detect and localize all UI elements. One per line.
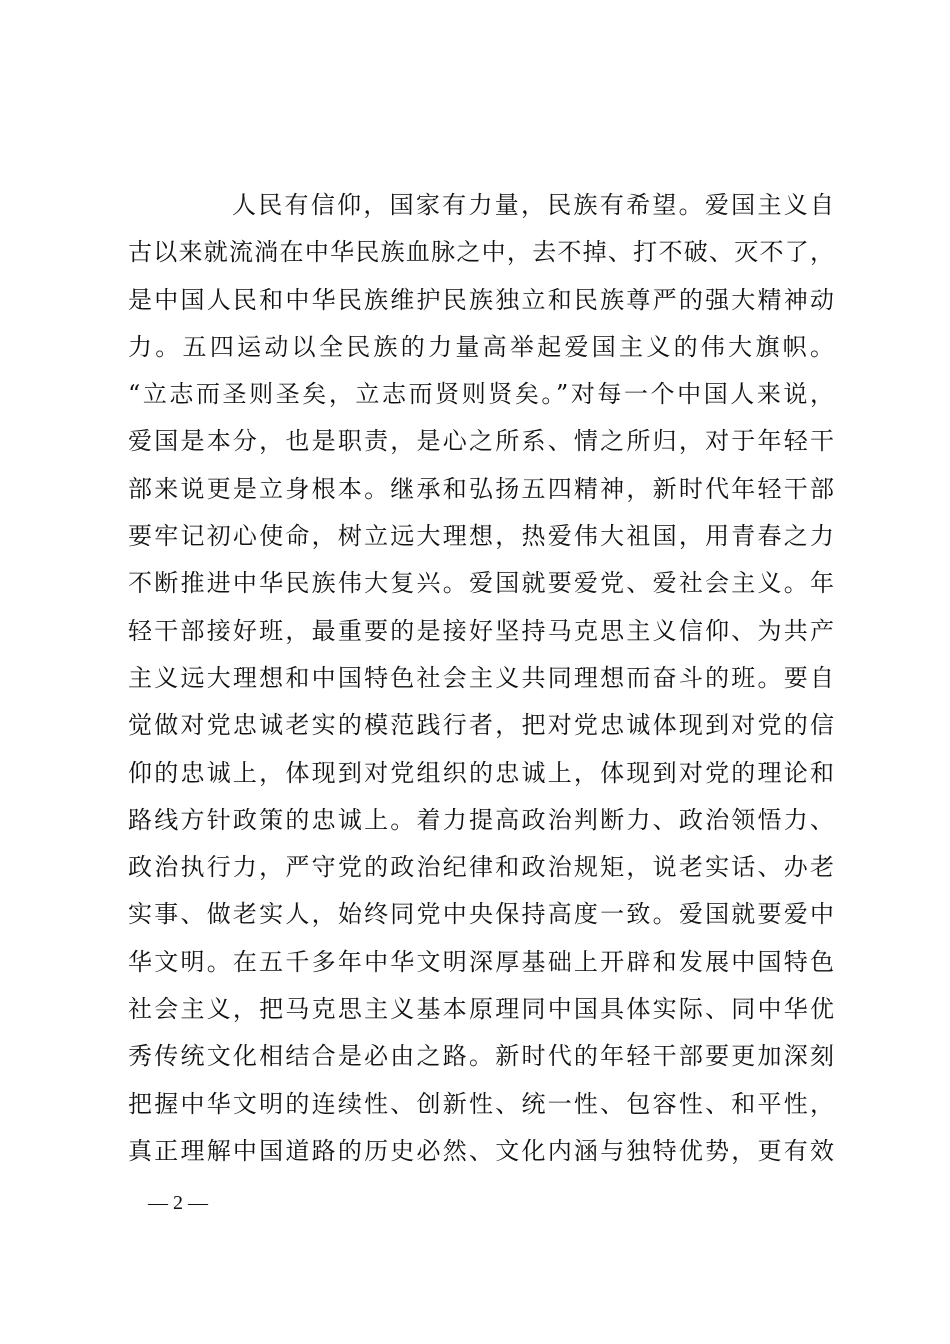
text-line: 真正理解中国道路的历史必然、文化内涵与独特优势，更有效 [128,1136,834,1165]
body-paragraph [128,182,834,1175]
text-line: 爱国是本分，也是职责，是心之所系、情之所归，对于年轻干 [128,427,834,456]
text-line: 政治执行力，严守党的政治纪律和政治规矩，说老实话、办老 [128,853,834,882]
text-line: 轻干部接好班，最重要的是接好坚持马克思主义信仰、为共产 [128,616,834,645]
text-line: 仰的忠诚上，体现到对党组织的忠诚上，体现到对党的理论和 [128,758,834,787]
text-line: 社会主义，把马克思主义基本原理同中国具体实际、同中华优 [128,995,834,1024]
text-line: 要牢记初心使命，树立远大理想，热爱伟大祖国，用青春之力 [128,522,834,551]
text-line: 秀传统文化相结合是必由之路。新时代的年轻干部要更加深刻 [128,1042,834,1071]
text-line: 实事、做老实人，始终同党中央保持高度一致。爱国就要爱中 [128,900,834,929]
text-line: 把握中华文明的连续性、创新性、统一性、包容性、和平性， [128,1089,834,1118]
text-line: 力。五四运动以全民族的力量高举起爱国主义的伟大旗帜。 [128,332,834,361]
text-line: 是中国人民和中华民族维护民族独立和民族尊严的强大精神动 [128,285,834,314]
text-line: “立志而圣则圣矣，立志而贤则贤矣。”对每一个中国人来说， [128,380,834,409]
text-line: 路线方针政策的忠诚上。着力提高政治判断力、政治领悟力、 [128,805,834,834]
page-number: — 2 — [148,1192,208,1214]
text-line: 华文明。在五千多年中华文明深厚基础上开辟和发展中国特色 [128,947,834,976]
text-line: 古以来就流淌在中华民族血脉之中，去不掉、打不破、灭不了， [128,238,834,267]
text-line: 不断推进中华民族伟大复兴。爱国就要爱党、爱社会主义。年 [128,569,834,598]
text-line: 部来说更是立身根本。继承和弘扬五四精神，新时代年轻干部 [128,474,834,503]
text-line: 觉做对党忠诚老实的模范践行者，把对党忠诚体现到对党的信 [128,711,834,740]
text-line: 人民有信仰，国家有力量，民族有希望。爱国主义自 [232,191,834,219]
text-line: 主义远大理想和中国特色社会主义共同理想而奋斗的班。要自 [128,663,834,692]
